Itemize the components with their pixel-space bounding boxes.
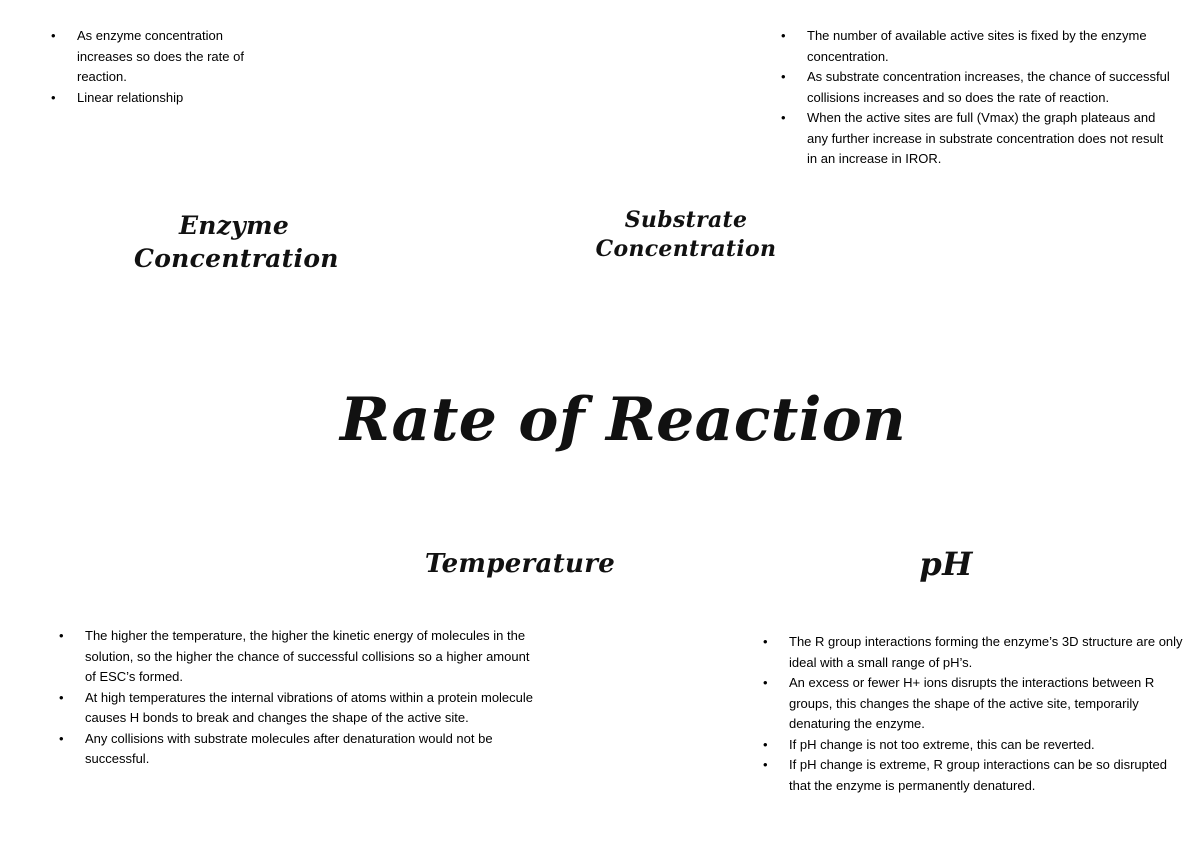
ph-heading [900,544,992,586]
enzyme-heading-line1: Enzyme [178,211,290,240]
list-item: • An excess or fewer H+ ions disrupts the interactions between R groups, this changes the shape of the active site, temporarily denaturing the enzyme. [763,673,1183,735]
temperature-heading [420,548,620,582]
list-item: • The R group interactions forming the enzyme’s 3D structure are only ideal with a small range of pH’s. [763,632,1183,673]
substrate-bullet-list [781,26,1173,170]
list-item: • If pH change is not too extreme, this can be reverted. [763,735,1183,756]
list-item: • At high temperatures the internal vibrations of atoms within a protein molecule causes H bonds to break and changes the shape of the active site. [59,688,541,729]
ph-heading-text: pH [919,545,973,583]
list-item: • If pH change is extreme, R group interactions can be so disrupted that the enzyme is permanently denatured. [763,755,1183,796]
substrate-heading-line1: Substrate [624,207,748,233]
list-item: • As substrate concentration increases, the chance of successful collisions increases and so does the rate of reaction. [781,67,1173,108]
list-item: • As enzyme concentration increases so does the rate of reaction. [51,26,266,88]
main-title-text: Rate of Reaction [340,385,907,455]
enzyme-bullet-list [51,26,266,108]
list-item: • Any collisions with substrate molecules after denaturation would not be successful. [59,729,541,770]
enzyme-concentration-heading [134,210,339,275]
ph-notes [763,632,1183,796]
page-title [340,382,907,458]
list-item: • When the active sites are full (Vmax) the graph plateaus and any further increase in substrate concentration does not result in an increase in IROR. [781,108,1173,170]
temperature-heading-text: Temperature [424,549,616,579]
temperature-notes [59,626,541,770]
enzyme-heading-line2: Concentration [134,243,339,273]
list-item: • Linear relationship [51,88,266,109]
enzyme-notes [51,26,266,108]
substrate-notes [781,26,1173,170]
substrate-concentration-heading [594,206,778,263]
list-item: • The number of available active sites is fixed by the enzyme concentration. [781,26,1173,67]
substrate-heading-line2: Concentration [595,235,777,262]
list-item: • The higher the temperature, the higher the kinetic energy of molecules in the solution, so the higher the chance of successful collisions so a higher amount of ESC’s formed. [59,626,541,688]
temperature-bullet-list [59,626,541,770]
ph-bullet-list [763,632,1183,796]
